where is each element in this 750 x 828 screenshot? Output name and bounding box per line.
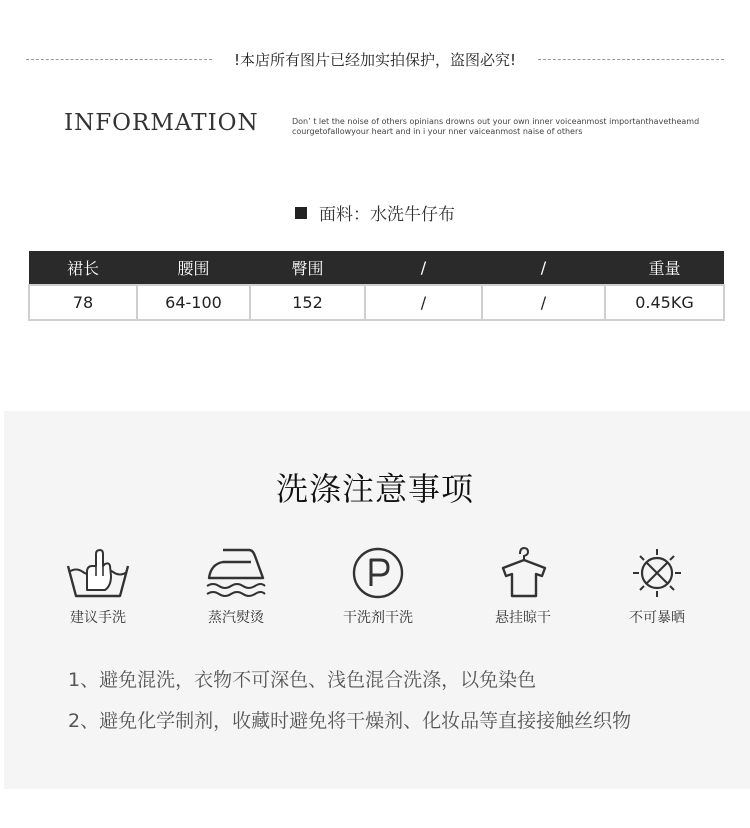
hang-dry-icon bbox=[490, 546, 556, 600]
header-empty-1: / bbox=[365, 251, 482, 285]
description-line-1: Don’ t let the noise of others opinians drowns out your own inner voiceanmost importanthavetheamd bbox=[292, 117, 700, 126]
care-note-1: 1、避免混洗，衣物不可深色、浅色混合洗涤，以免染色 bbox=[68, 669, 537, 691]
care-note-2: 2、避免化学制剂，收藏时避免将干燥剂、化妆品等直接接触丝织物 bbox=[68, 710, 632, 732]
care-label: 不可暴晒 bbox=[629, 610, 685, 626]
header-skirt-length: 裙长 bbox=[29, 251, 137, 285]
hand-wash-icon bbox=[65, 546, 131, 600]
care-label: 干洗剂干洗 bbox=[343, 610, 413, 626]
cell-weight: 0.45KG bbox=[605, 285, 724, 320]
copyright-notice bbox=[26, 46, 724, 72]
care-label: 蒸汽熨烫 bbox=[208, 610, 264, 626]
care-title: 洗涤注意事项 bbox=[275, 470, 474, 508]
size-table bbox=[28, 251, 725, 321]
square-bullet-icon bbox=[295, 207, 307, 219]
header-empty-2: / bbox=[482, 251, 605, 285]
cell-empty-2: / bbox=[482, 285, 605, 320]
cell-skirt-length: 78 bbox=[29, 285, 137, 320]
care-item-dry-clean bbox=[318, 546, 438, 627]
header-waist: 腰围 bbox=[137, 251, 250, 285]
header-hip: 臀围 bbox=[250, 251, 365, 285]
fabric-text: 面料：水洗牛仔布 bbox=[319, 205, 455, 225]
fabric-label bbox=[0, 200, 750, 225]
care-item-no-sun bbox=[597, 546, 717, 627]
dry-clean-icon bbox=[345, 546, 411, 600]
notice-text: !本店所有图片已经加实拍保护，盗图必究! bbox=[233, 51, 517, 69]
care-item-steam-iron bbox=[176, 546, 296, 627]
cell-hip: 152 bbox=[250, 285, 365, 320]
no-sun-icon bbox=[624, 546, 690, 600]
care-label: 悬挂晾干 bbox=[495, 610, 551, 626]
table-row bbox=[29, 285, 724, 320]
size-table-header bbox=[29, 251, 724, 285]
information-description bbox=[292, 117, 712, 137]
steam-iron-icon bbox=[203, 546, 269, 600]
care-item-hand-wash bbox=[38, 546, 158, 627]
divider-right bbox=[538, 59, 724, 60]
care-label: 建议手洗 bbox=[70, 610, 126, 626]
care-item-hang-dry bbox=[463, 546, 583, 627]
description-line-2: courgetofallowyour heart and in i your nner vaiceanmost naise of others bbox=[292, 127, 583, 136]
header-weight: 重量 bbox=[605, 251, 724, 285]
cell-empty-1: / bbox=[365, 285, 482, 320]
information-title: INFORMATION bbox=[64, 110, 259, 136]
cell-waist: 64-100 bbox=[137, 285, 250, 320]
